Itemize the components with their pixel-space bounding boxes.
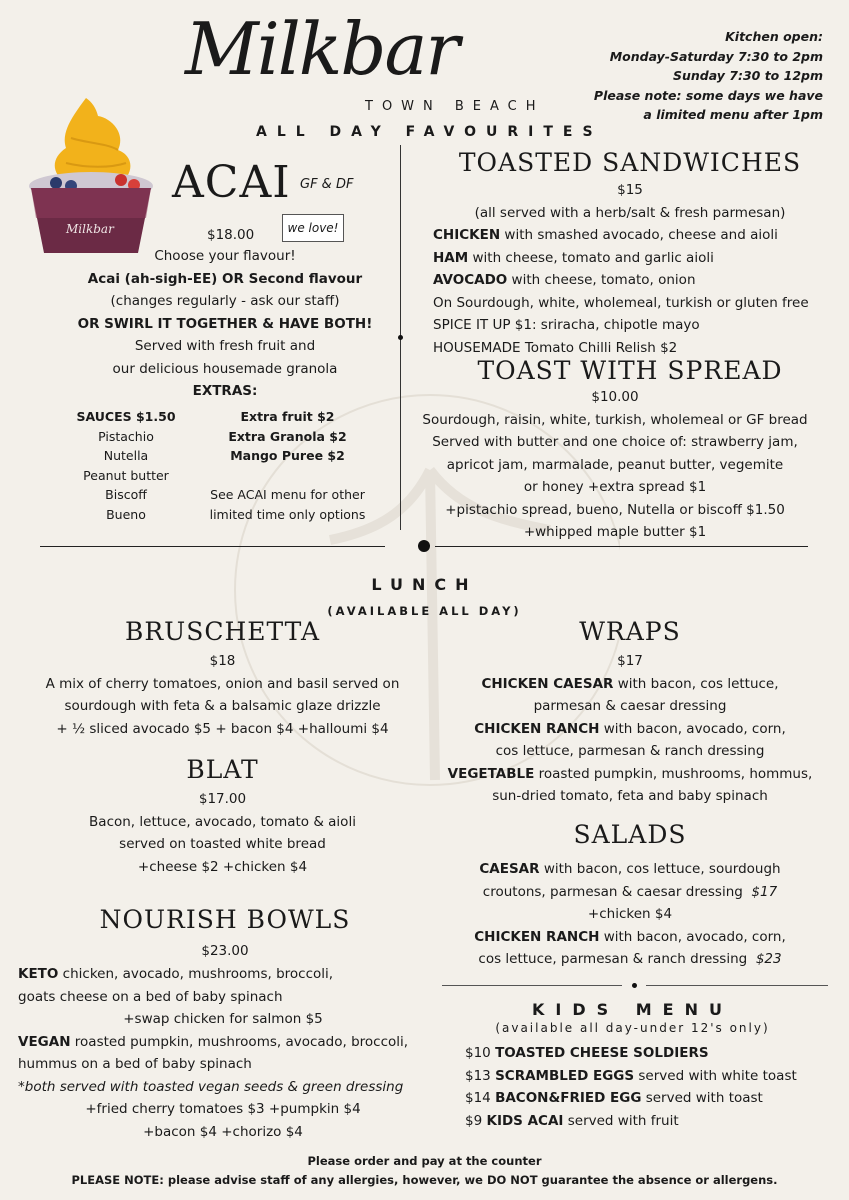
acai-price: $18.00 [207, 227, 255, 243]
extra-item: Extra fruit $2 [240, 409, 335, 424]
acai-line: our delicious housemade granola [112, 360, 338, 377]
kitchen-line: a limited menu after 1pm [643, 107, 823, 122]
wraps-title: WRAPS [579, 617, 681, 646]
sauce-item: Peanut butter [83, 467, 169, 483]
svg-text:Milkbar: Milkbar [66, 222, 114, 236]
kids-divider-dot [632, 983, 637, 988]
sauce-item: Biscoff [105, 487, 147, 502]
salad-line: cos lettuce, parmesan & ranch dressing $23 [478, 951, 782, 967]
bowl-vegan: VEGAN roasted pumpkin, mushrooms, avocado, broccoli, [18, 1033, 409, 1050]
bruschetta-line: + ½ sliced avocado $5 + bacon $4 +halloumi $4 [56, 720, 389, 737]
salad-addon: +chicken $4 [587, 906, 673, 922]
acai-line: OR SWIRL IT TOGETHER & HAVE BOTH! [77, 315, 373, 332]
kitchen-hours [594, 27, 823, 125]
lunch-subtitle: (AVAILABLE ALL DAY) [327, 604, 522, 618]
acai-bowl-image [26, 88, 156, 258]
salad-item: CAESAR with bacon, cos lettuce, sourdough [479, 861, 781, 877]
blat-line: served on toasted white bread [119, 836, 326, 852]
kids-item: $13 SCRAMBLED EGGS served with white toast [465, 1067, 797, 1084]
blat-price: $17.00 [198, 791, 247, 807]
bruschetta-price: $18 [209, 653, 236, 669]
divider-center-dot [418, 540, 430, 552]
kids-subtitle: (available all day-under 12's only) [495, 1021, 770, 1035]
acai-line: Acai (ah-sigh-EE) OR Second flavour [87, 270, 363, 287]
kitchen-line: Sunday 7:30 to 12pm [672, 68, 823, 83]
acai-line: Choose your flavour! [154, 248, 296, 264]
sandwiches-items [433, 224, 809, 359]
salad-item: CHICKEN RANCH with bacon, avocado, corn, [474, 928, 786, 945]
we-love-badge: we love! [282, 214, 344, 242]
acai-desc [60, 245, 390, 403]
divider-right [435, 546, 808, 547]
lunch-title: LUNCH [371, 575, 478, 594]
logo-subtitle: TOWN BEACH [365, 99, 545, 114]
toast-line: or honey +extra spread $1 [523, 479, 707, 495]
salads-block [425, 858, 835, 971]
blat-line: Bacon, lettuce, avocado, tomato & aioli [89, 813, 356, 830]
kids-item: $10 TOASTED CHEESE SOLDIERS [465, 1045, 709, 1061]
sauces-list [66, 407, 186, 524]
bowls-title: NOURISH BOWLS [99, 905, 351, 934]
bruschetta-block [20, 650, 425, 740]
blat-line: +cheese $2 +chicken $4 [137, 858, 308, 875]
extra-item: Mango Puree $2 [230, 448, 345, 463]
kids-list [465, 1042, 797, 1132]
wrap-line: parmesan & caesar dressing [533, 698, 727, 714]
salad-line: croutons, parmesan & caesar dressing $17 [482, 883, 778, 900]
sauce-item: Bueno [106, 506, 146, 522]
sandwiches-price: $15 [617, 182, 643, 198]
logo [185, 7, 485, 105]
sauce-item: Pistachio [98, 428, 154, 444]
toast-line: apricot jam, marmalade, peanut butter, vegemite [446, 456, 784, 473]
footer-allergy: PLEASE NOTE: please advise staff of any allergies, however, we DO NOT guarantee the absence or allergens. [71, 1173, 778, 1187]
bowls-addons: +fried cherry tomatoes $3 +pumpkin $4 [85, 1101, 361, 1117]
wrap-line: sun-dried tomato, feta and baby spinach [492, 788, 768, 804]
sandwiches-sub: (all served with a herb/salt & fresh parmesan) [474, 204, 786, 221]
bowls-addons: +bacon $4 +chorizo $4 [143, 1123, 303, 1140]
kids-title: KIDS MENU [532, 1000, 733, 1019]
sandwich-item: HAM with cheese, tomato and garlic aioli [433, 249, 714, 266]
acai-line: Served with fresh fruit and [134, 338, 316, 354]
toast-block [405, 386, 825, 544]
divider-dot [398, 335, 403, 340]
bruschetta-line: sourdough with feta & a balsamic glaze drizzle [64, 698, 381, 714]
toast-line: Served with butter and one choice of: strawberry jam, [432, 434, 798, 450]
bowl-keto-line: goats cheese on a bed of baby spinach [18, 988, 283, 1005]
acai-diet: GF & DF [300, 177, 354, 192]
bowls-block [18, 963, 438, 1143]
wrap-item: CHICKEN RANCH with bacon, avocado, corn, [474, 720, 786, 737]
acai-title: ACAI [172, 157, 291, 208]
bowl-keto-swap: +swap chicken for salmon $5 [123, 1011, 323, 1027]
salads-title: SALADS [573, 820, 687, 849]
acai-line: (changes regularly - ask our staff) [110, 293, 340, 309]
sandwiches-block [420, 179, 840, 224]
extra-item: Extra Granola $2 [228, 428, 347, 444]
sandwich-item: CHICKEN with smashed avocado, cheese and aioli [433, 227, 778, 243]
kitchen-line: Monday-Saturday 7:30 to 2pm [609, 48, 823, 64]
wrap-item: VEGETABLE roasted pumpkin, mushrooms, hommus, [447, 765, 813, 782]
kitchen-line: Kitchen open: [725, 29, 823, 44]
toast-title: TOAST WITH SPREAD [477, 356, 783, 385]
bowls-note: *both served with toasted vegan seeds & green dressing [18, 1078, 404, 1095]
extras-list [200, 407, 375, 524]
sandwich-spice: SPICE IT UP $1: sriracha, chipotle mayo [433, 317, 700, 333]
sandwich-relish: HOUSEMADE Tomato Chilli Relish $2 [433, 339, 678, 356]
kids-divider-right [646, 985, 828, 986]
kids-item: $14 BACON&FRIED EGG served with toast [465, 1090, 763, 1106]
divider-left [40, 546, 385, 547]
kitchen-line: Please note: some days we have [593, 87, 823, 103]
footer [0, 1152, 849, 1190]
bowl-vegan-line: hummus on a bed of baby spinach [18, 1056, 252, 1072]
sandwich-bread: On Sourdough, white, wholemeal, turkish or gluten free [433, 294, 809, 311]
extras-title: EXTRAS: [192, 383, 258, 399]
blat-title: BLAT [186, 755, 259, 784]
kids-divider-left [442, 985, 622, 986]
blat-block [20, 788, 425, 878]
sandwich-item: AVOCADO with cheese, tomato, onion [433, 272, 696, 288]
tagline: ALL DAY FAVOURITES [256, 124, 603, 140]
kids-item: $9 KIDS ACAI served with fruit [465, 1112, 679, 1129]
bruschetta-title: BRUSCHETTA [124, 617, 321, 646]
bowl-keto: KETO chicken, avocado, mushrooms, broccoli, [18, 966, 334, 982]
bowls-price: $23.00 [201, 943, 249, 959]
toast-line: +pistachio spread, bueno, Nutella or biscoff $1.50 [445, 501, 785, 518]
sandwiches-title: TOASTED SANDWICHES [458, 148, 802, 177]
wraps-price: $17 [617, 653, 643, 669]
wrap-item: CHICKEN CAESAR with bacon, cos lettuce, [481, 675, 779, 692]
footer-order: Please order and pay at the counter [307, 1154, 542, 1168]
toast-line: +whipped maple butter $1 [523, 524, 707, 540]
acai-note: See ACAI menu for other [210, 487, 365, 502]
toast-price: $10.00 [591, 389, 639, 405]
acai-note: limited time only options [209, 506, 366, 522]
wraps-block [425, 650, 835, 808]
toast-line: Sourdough, raisin, white, turkish, wholemeal or GF bread [422, 411, 808, 428]
bruschetta-line: A mix of cherry tomatoes, onion and basil served on [45, 675, 400, 692]
logo-script: Milkbar [185, 7, 458, 91]
sauce-item: SAUCES $1.50 [76, 409, 176, 424]
sauce-item: Nutella [103, 448, 149, 463]
wrap-line: cos lettuce, parmesan & ranch dressing [495, 743, 765, 759]
